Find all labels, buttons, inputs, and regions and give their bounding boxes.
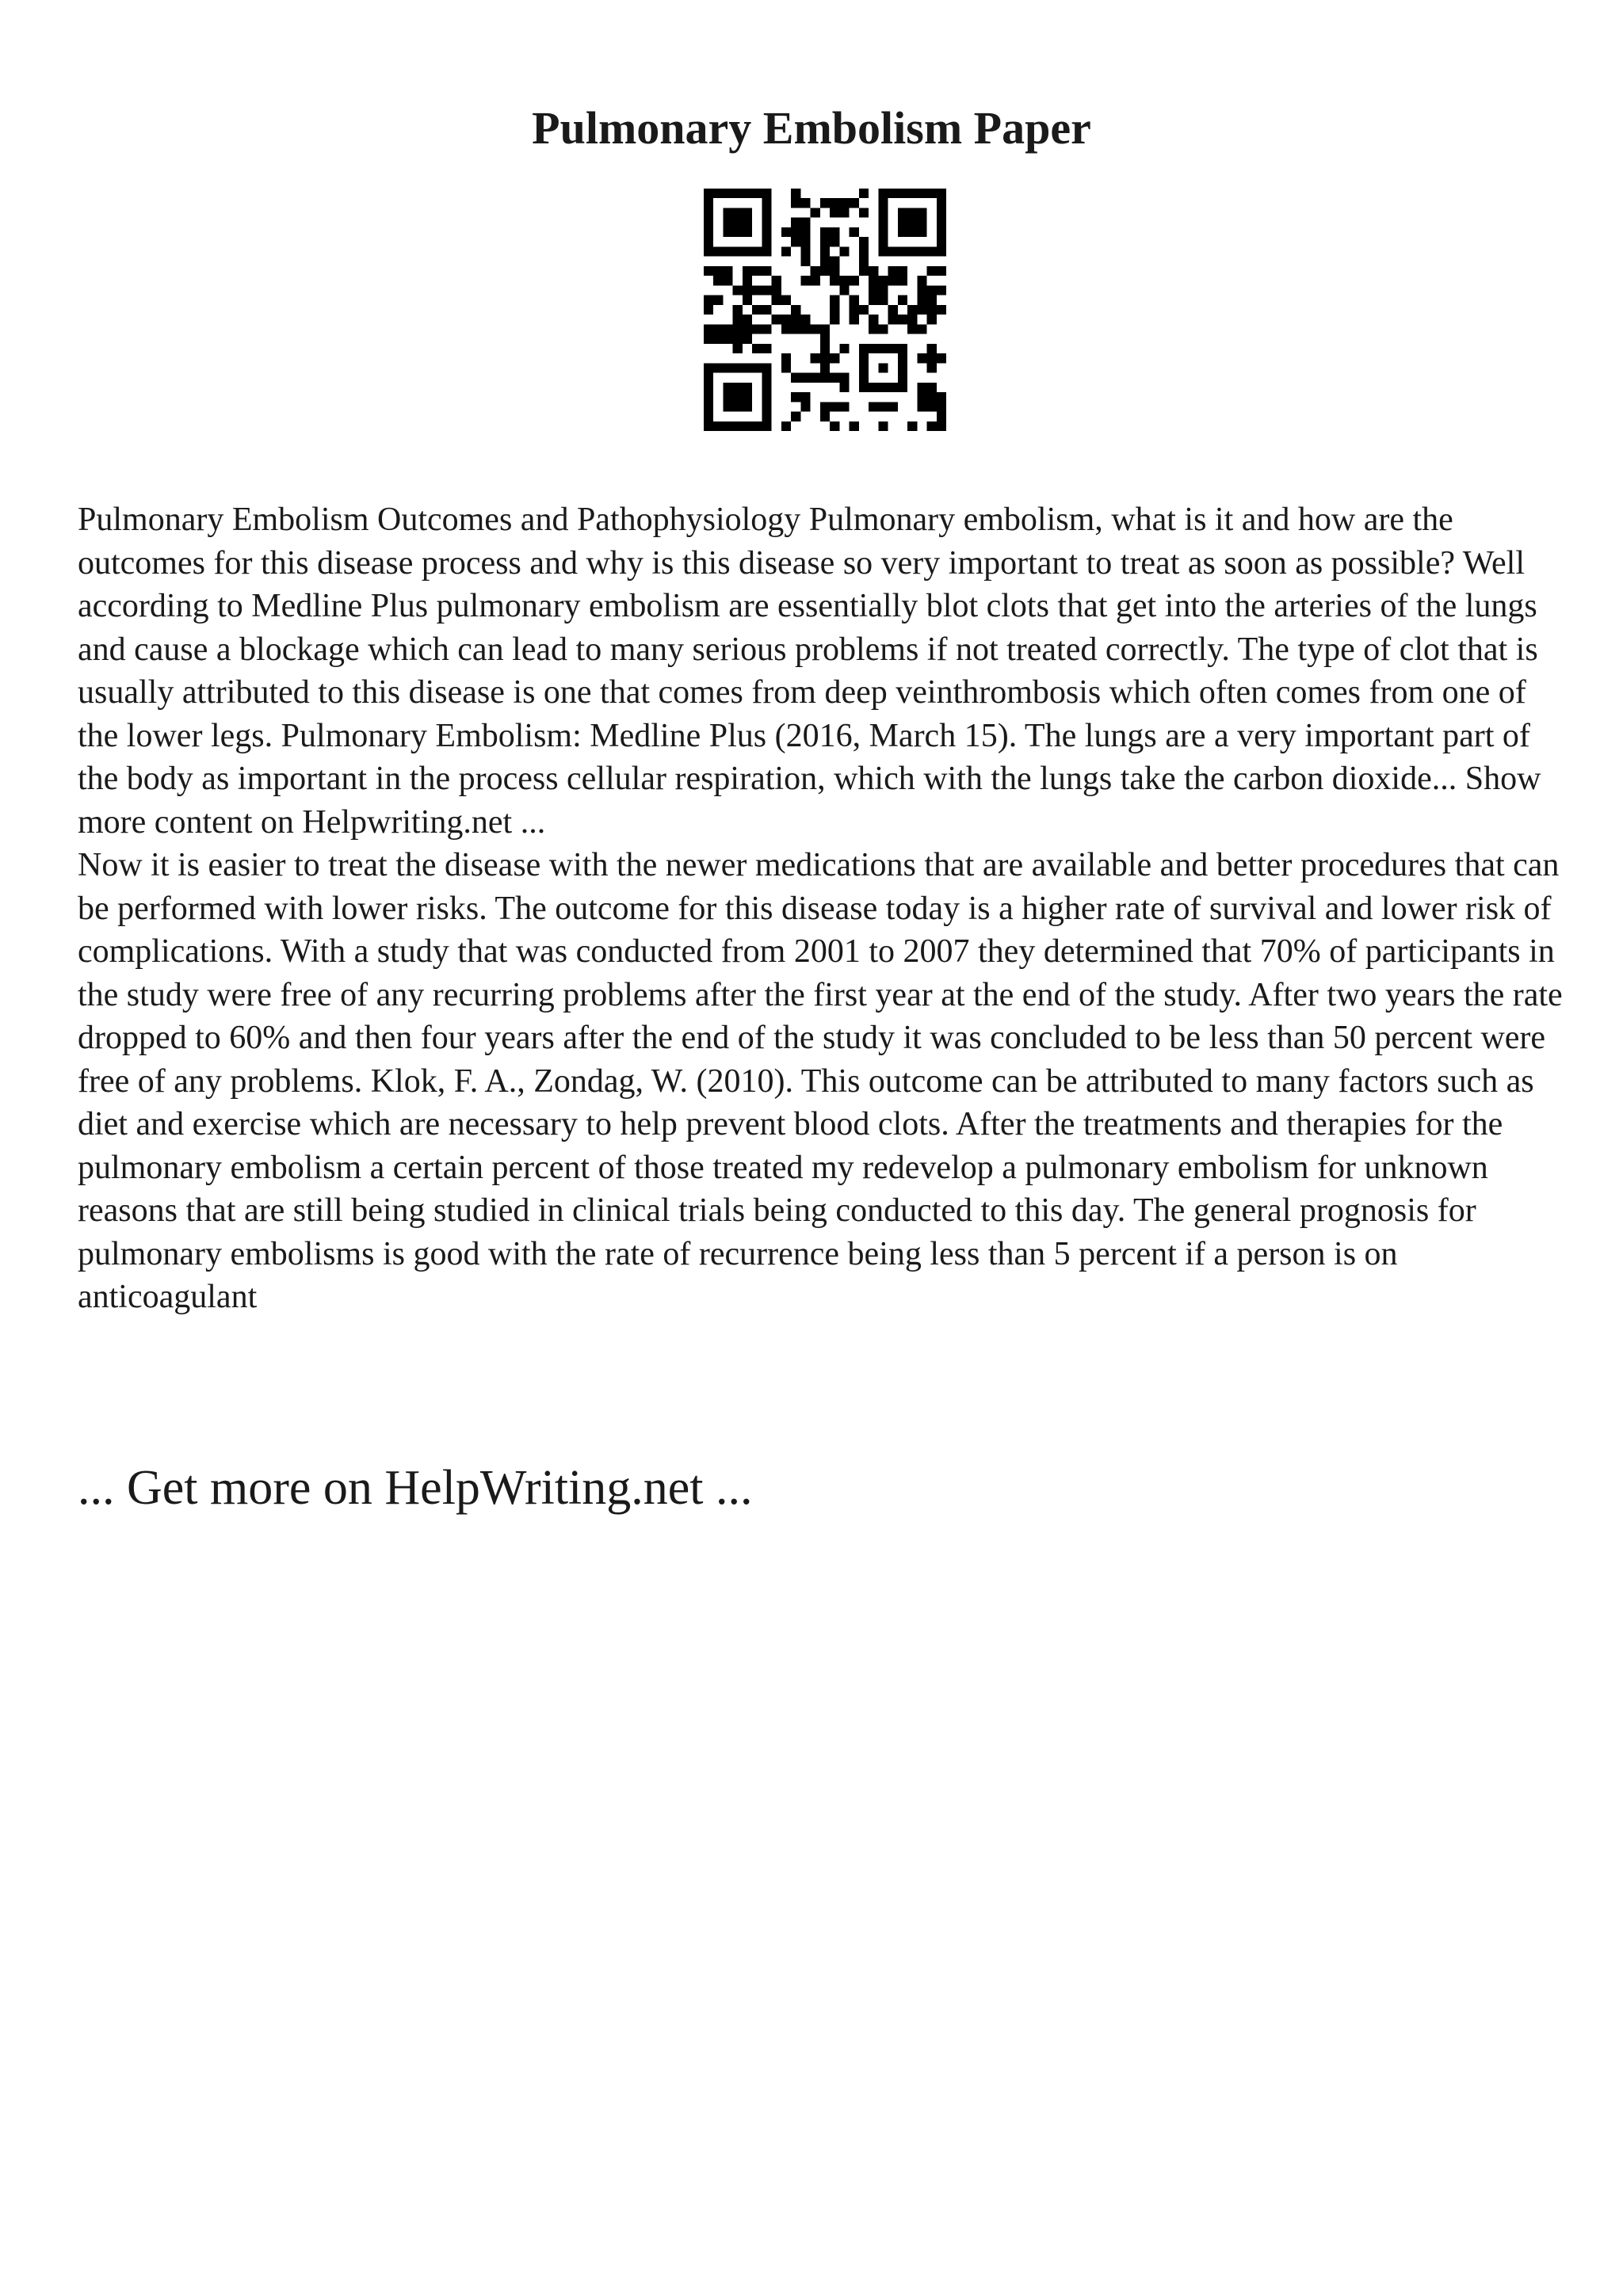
paragraph-2: Now it is easier to treat the disease with the newer medications that are available and better procedures that can be performed with lower risks. The outcome for this disease today is a higher rate of survival and lower risk of complications. With a study that was conducted from 2001 to 2007 they determined that 70% of participants in the study were free of any recurring problems after the first year at the end of the study. After two years the rate dropped to 60% and then four years after the end of the study it was concluded to be less than 50 percent were free of any problems. Klok, F. A., Zondag, W. (2010). This outcome can be attributed to many factors such as diet and exercise which are necessary to help prevent blood clots. After the treatments and therapies for the pulmonary embolism a certain percent of those treated my redevelop a pulmonary embolism for unknown reasons that are still being studied in clinical trials being conducted to this day. The general prognosis for pulmonary embolisms is good with the rate of recurrence being less than 5 percent if a person is on anticoagulant bbox=[78, 847, 1563, 1315]
document-body bbox=[78, 498, 1568, 1319]
get-more-link[interactable]: ... Get more on HelpWriting.net ... bbox=[78, 1461, 753, 1515]
qr-code-icon bbox=[704, 189, 946, 431]
paragraph-1: Pulmonary Embolism Outcomes and Pathophysiology Pulmonary embolism, what is it and how are the outcomes for this disease process and why is this disease so very important to treat as soon as possible? Well according to Medline Plus pulmonary embolism are essentially blot clots that get into the arteries of the lungs and cause a blockage which can lead to many serious problems if not treated correctly. The type of clot that is usually attributed to this disease is one that comes from deep veinthrombosis which often comes from one of the lower legs. Pulmonary Embolism: Medline Plus (2016, March 15). The lungs are a very important part of the body as important in the process cellular respiration, which with the lungs take the carbon dioxide... Show more content on Helpwriting.net ... bbox=[78, 502, 1541, 841]
document-title: Pulmonary Embolism Paper bbox=[532, 102, 1091, 154]
